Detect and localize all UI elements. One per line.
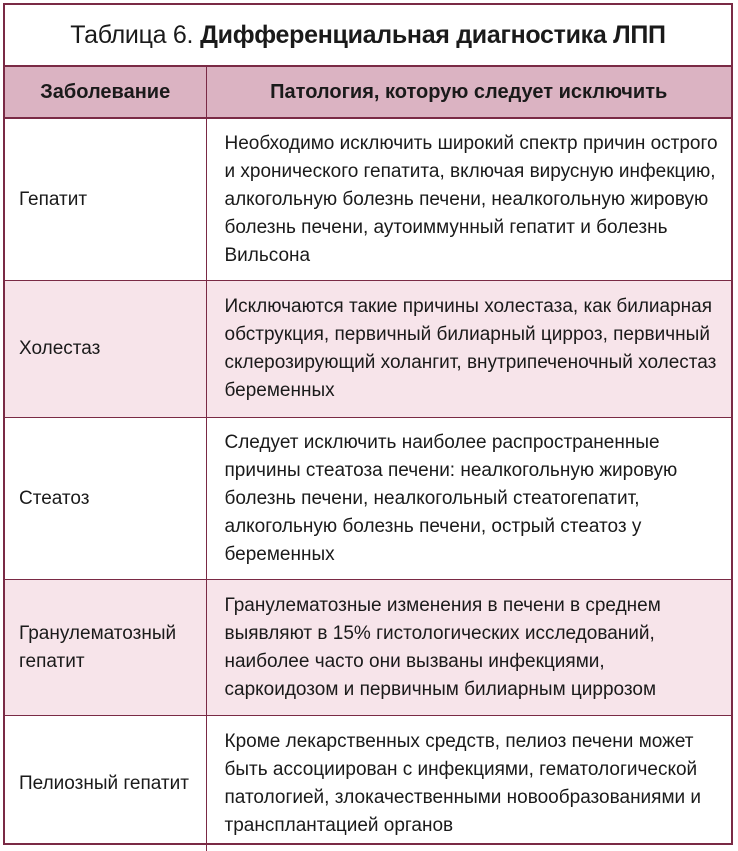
header-pathology: Патология, которую следует исключить (206, 67, 731, 118)
pathology-cell: Исключаются такие причины холестаза, как билиарная обструкция, первичный билиарный цирроз, первичный склерозирующий холангит, внутрипеченочный холестаз беременных (206, 281, 731, 418)
table-row (5, 418, 731, 580)
disease-cell: Гранулематозный гепатит (5, 580, 206, 716)
disease-cell: Пелиозный гепатит (5, 716, 206, 851)
differential-diagnosis-table-frame (3, 3, 733, 845)
table-caption-prefix: Таблица 6. (70, 21, 193, 50)
table-caption-title: Дифференциальная диагностика ЛПП (200, 21, 666, 50)
disease-cell: Стеатоз (5, 418, 206, 580)
table-row (5, 716, 731, 851)
table-row (5, 281, 731, 418)
disease-cell: Холестаз (5, 281, 206, 418)
pathology-cell: Следует исключить наиболее распространенные причины стеатоза печени: неалкогольную жировую болезнь печени, неалкогольный стеатогепатит, алкогольную болезнь печени, острый стеатоз у беременных (206, 418, 731, 580)
table-header-row (5, 67, 731, 118)
table-row (5, 580, 731, 716)
pathology-cell: Необходимо исключить широкий спектр причин острого и хронического гепатита, включая вирусную инфекцию, алкогольную болезнь печени, неалкогольную жировую болезнь печени, аутоиммунный гепатит и болезнь Вильсона (206, 118, 731, 281)
header-disease: Заболевание (5, 67, 206, 118)
table-row (5, 118, 731, 281)
pathology-cell: Кроме лекарственных средств, пелиоз печени может быть ассоциирован с инфекциями, гематологической патологией, злокачественными новообразованиями и трансплантацией органов (206, 716, 731, 851)
differential-diagnosis-table (5, 67, 731, 851)
pathology-cell: Гранулематозные изменения в печени в среднем выявляют в 15% гистологических исследований, наиболее часто они вызваны инфекциями, саркоидозом и первичным билиарным циррозом (206, 580, 731, 716)
disease-cell: Гепатит (5, 118, 206, 281)
table-caption (5, 5, 731, 67)
